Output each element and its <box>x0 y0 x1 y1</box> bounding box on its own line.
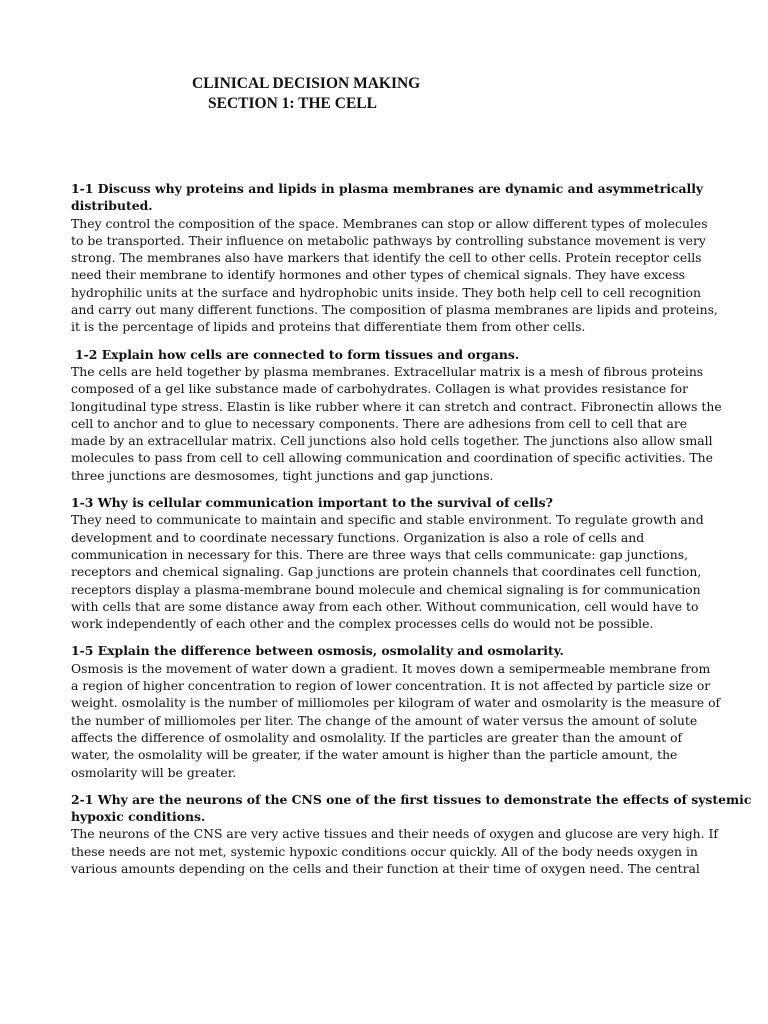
answer-line: hydrophilic units at the surface and hydrophobic units inside. They both help cell to cell recognition <box>71 284 701 300</box>
answer-line: receptors and chemical signaling. Gap junctions are protein channels that coordinates cell function, <box>71 564 702 580</box>
answer-line: a region of higher concentration to region of lower concentration. It is not affected by particle size or <box>71 678 711 694</box>
answer-line: development and to coordinate necessary functions. Organization is also a role of cells and <box>71 529 645 545</box>
answer-line: and carry out many different functions. The composition of plasma membranes are lipids and proteins, <box>71 302 718 318</box>
answer-line: with cells that are some distance away from each other. Without communication, cell would have to <box>71 598 699 614</box>
answer-line: communication in necessary for this. There are three ways that cells communicate: gap junctions, <box>71 546 689 562</box>
question-line: 1-1 Discuss why proteins and lipids in plasma membranes are dynamic and asymmetrically <box>71 181 704 196</box>
section-1-2 <box>71 346 722 484</box>
answer-paragraph <box>71 363 722 484</box>
question-line: 1-2 Explain how cells are connected to form tissues and organs. <box>75 346 520 362</box>
answer-line: work independently of each other and the complex processes cells do would not be possible. <box>71 616 654 632</box>
question-heading <box>71 180 703 215</box>
answer-line: the number of milliomoles per liter. The change of the amount of water versus the amount of solute <box>71 712 698 728</box>
answer-line: The neurons of the CNS are very active tissues and their needs of oxygen and glucose are very high. If <box>71 826 718 842</box>
answer-line: strong. The membranes also have markers that identify the cell to other cells. Protein receptor cells <box>71 250 702 266</box>
answer-line: to be transported. Their influence on metabolic pathways by controlling substance movement is very <box>71 232 706 248</box>
question-line: 1-5 Explain the difference between osmosis, osmolality and osmolarity. <box>71 643 564 659</box>
question-line: distributed. <box>71 198 153 214</box>
answer-line: cell to anchor and to glue to necessary components. There are adhesions from cell to cell that are <box>71 415 688 431</box>
title-line-2: SECTION 1: THE CELL <box>208 95 377 112</box>
answer-line: composed of a gel like substance made of carbohydrates. Collagen is what provides resistance for <box>71 381 689 397</box>
answer-line: affects the difference of osmolality and osmolality. If the particles are greater than the amount of <box>71 729 683 745</box>
answer-line: The cells are held together by plasma membranes. Extracellular matrix is a mesh of fibrous proteins <box>71 363 704 379</box>
answer-line: water, the osmolality will be greater, if the water amount is higher than the particle amount, the <box>71 747 678 763</box>
question-heading <box>71 494 703 511</box>
answer-line: They need to communicate to maintain and specific and stable environment. To regulate growth and <box>71 512 704 528</box>
answer-line: osmolarity will be greater. <box>71 764 237 780</box>
question-line: 2-1 Why are the neurons of the CNS one of the first tissues to demonstrate the effects of systemic <box>71 791 752 807</box>
answer-line: it is the percentage of lipids and proteins that differentiate them from other cells. <box>71 319 586 335</box>
answer-paragraph <box>71 660 721 781</box>
section-1-3 <box>71 494 703 632</box>
answer-paragraph <box>71 511 703 632</box>
question-line: 1-3 Why is cellular communication important to the survival of cells? <box>71 495 553 511</box>
answer-line: these needs are not met, systemic hypoxic conditions occur quickly. All of the body needs oxygen in <box>71 843 698 859</box>
answer-line: made by an extracellular matrix. Cell junctions also hold cells together. The junctions also allow small <box>71 433 713 449</box>
answer-line: receptors display a plasma-membrane bound molecule and chemical signaling is for communication <box>71 581 701 597</box>
answer-paragraph <box>71 825 718 877</box>
document-title <box>192 74 420 114</box>
answer-line: longitudinal type stress. Elastin is like rubber where it can stretch and contract. Fibronectin allows the <box>71 398 722 414</box>
answer-line: They control the composition of the space. Membranes can stop or allow different types of molecules <box>71 215 708 231</box>
answer-line: need their membrane to identify hormones and other types of chemical signals. They have excess <box>71 267 686 283</box>
question-heading <box>71 642 703 659</box>
question-heading <box>71 346 703 363</box>
section-2-1 <box>71 791 752 877</box>
answer-paragraph <box>71 215 718 336</box>
answer-line: Osmosis is the movement of water down a gradient. It moves down a semipermeable membrane from <box>71 660 711 676</box>
section-1-1 <box>71 180 718 336</box>
answer-line: weight. osmolality is the number of milliomoles per kilogram of water and osmolarity is the measure of <box>71 695 721 711</box>
answer-line: molecules to pass from cell to cell allowing communication and coordination of specific activities. The <box>71 450 713 466</box>
question-heading <box>71 791 752 826</box>
document-body <box>71 180 752 887</box>
section-1-5 <box>71 642 721 780</box>
answer-line: three junctions are desmosomes, tight junctions and gap junctions. <box>71 467 494 483</box>
title-line-1: CLINICAL DECISION MAKING <box>192 75 421 92</box>
answer-line: various amounts depending on the cells and their function at their time of oxygen need. The central <box>71 860 700 876</box>
question-line: hypoxic conditions. <box>71 809 206 825</box>
